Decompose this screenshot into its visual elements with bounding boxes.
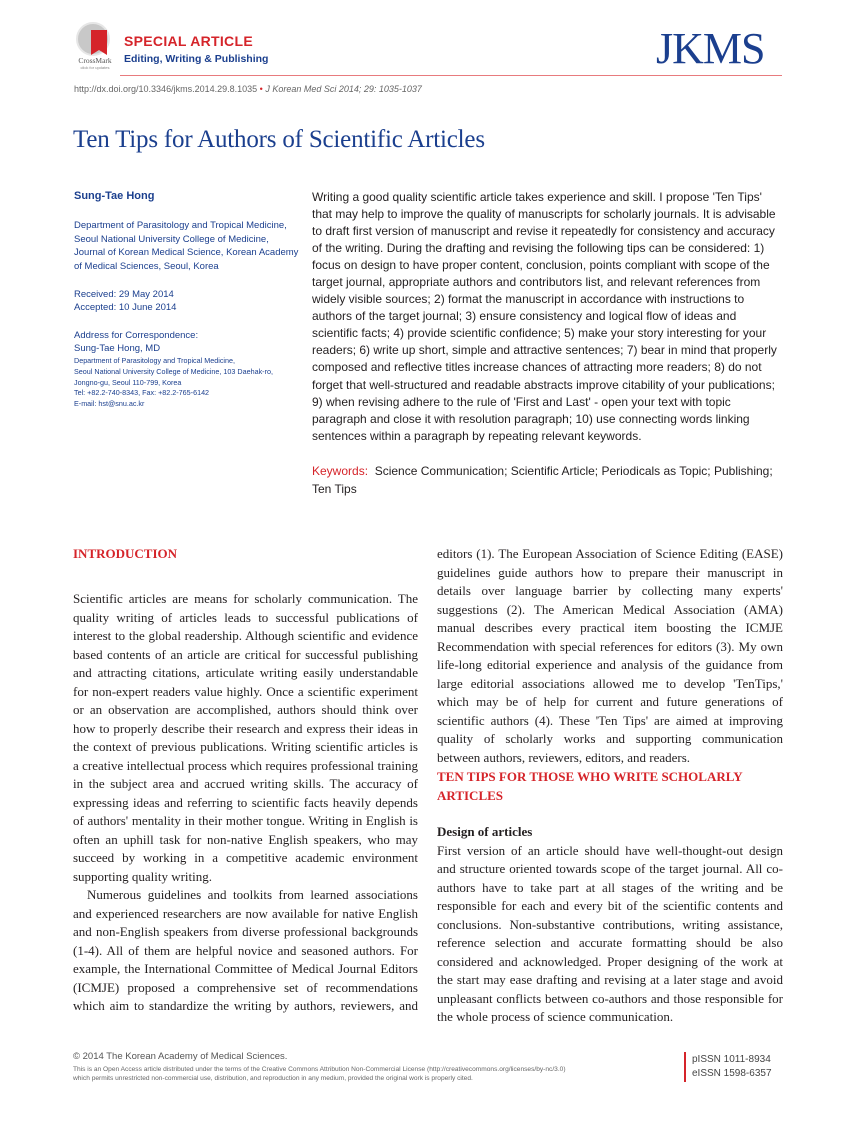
doi-line (74, 84, 422, 94)
pissn: pISSN 1011-8934 (692, 1054, 771, 1065)
eissn: eISSN 1598-6357 (692, 1068, 772, 1079)
correspondence-address (74, 356, 296, 410)
author-name: Sung-Tae Hong (74, 190, 155, 202)
correspondence-label: Address for Correspondence: (74, 330, 199, 341)
article-type: SPECIAL ARTICLE (124, 33, 253, 49)
keywords (312, 463, 782, 498)
email-link[interactable]: E-mail: hst@snu.ac.kr (74, 399, 145, 409)
footer-divider (684, 1052, 686, 1082)
keywords-label: Keywords: (312, 464, 369, 478)
journal-logo: JKMS (656, 24, 765, 73)
crossmark-label: CrossMark (78, 56, 112, 65)
address-line: Seoul National University College of Medicine, 103 Daehak-ro, (74, 366, 273, 376)
tips-heading-line: ARTICLES (437, 787, 504, 803)
tips-heading (437, 768, 783, 805)
doi-link[interactable]: http://dx.doi.org/10.3346/jkms.2014.29.8.1035 (74, 84, 258, 94)
design-heading: Design of articles (437, 824, 533, 839)
correspondence-name: Sung-Tae Hong, MD (74, 343, 161, 354)
affiliation-line: Seoul National University College of Medicine, (74, 233, 269, 245)
body-right-column (437, 545, 783, 767)
crossmark-sub: click for updates (80, 65, 110, 70)
accepted-date: Accepted: 10 June 2014 (74, 302, 177, 313)
abstract: Writing a good quality scientific article takes experience and skill. I propose 'Ten Tips' that may help to improve the quality of manuscripts for scholarly journals. It is advisable to draft first version of manuscript and revise it repeatedly for consistency and accuracy of the writing. During the drafting and revising the following tips can be considered: 1) focus on design to have proper content, conclusion, points compliant with scope of the target journal, appropriate authors and contributors list, and relevant references from widely visible sources; 2) format the manuscript in accordance with instructions to authors of the target journal; 3) ensure consistency and logical flow of ideas and scientific facts; 4) provide scientific confidence; 5) make your story interesting for your readers; 6) write up short, simple and attractive sentences; 7) bear in mind that properly composed and reflective titles increase chances of attracting more readers; 8) do not forget that well-structured and readable abstracts improve citability of your publications; 9) when revising adhere to the rule of 'First and Last' - open your text with topic paragraph and close it with resolution paragraph; 10) use connecting words linking sentences within a paragraph by repeating relevant keywords. (312, 190, 777, 443)
license-line: This is an Open Access article distributed under the terms of the Creative Commons Attribution Non-Commercial License (http://creativecommons.org/licenses/by-nc/3.0) (73, 1066, 566, 1073)
issn-block (692, 1053, 772, 1081)
paragraph: Numerous guidelines and toolkits from learned associations and experienced researchers are now available for native English and non-English speakers from diverse professional backgrounds (1-4). All of them are helpful novice and seasoned authors. For example, the International Committee of Medical Journal Editors (ICMJE) proposed a comprehensive set of recommendations which aim to standardize the writing by authors, reviewers, and (73, 887, 418, 1013)
paragraph: First version of an article should have well-thought-out design and structure oriented towards scope of the target journal. All co-authors have to take part at all stages of the writing and be responsible for each and every bit of the scientific contents and conclusions. Non-substantive contributions, writing assistance, reference selection and accurate formatting should be also considered and acknowledged. Proper designing of the work at the start may ease drafting and revising at a later stage and avoid unpleasant conflicts between co-authors and those responsible for the whole process of science communication. (437, 842, 783, 1024)
crossmark-icon (76, 22, 110, 56)
license-text (73, 1065, 683, 1084)
intro-heading: INTRODUCTION (73, 546, 178, 561)
crossmark-logo[interactable] (72, 22, 116, 70)
design-section (437, 823, 783, 1027)
body-left-column (73, 590, 418, 1016)
address-line: Jongno-gu, Seoul 110-799, Korea (74, 377, 182, 387)
correspondence-header (74, 329, 299, 355)
paragraph-continued: editors (1). The European Association of Science Editing (EASE) guidelines guide authors how to prepare their manuscript in details over language barrier by collecting many experts' suggestions (2). The American Medical Association (AMA) manual describes every practical item boosting the ICMJE Recommendation with special references for editors (3). My own life-long editorial experience and analysis of the guidance from large editorial associations allowed me to develop 'TenTips,' which may be of help for current and future generations of scientific authors (4). These 'Ten Tips' are aimed at improving quality of scholarly works and supporting communication between authors, reviewers, editors, and readers. (437, 546, 783, 765)
received-date: Received: 29 May 2014 (74, 289, 174, 300)
article-section: Editing, Writing & Publishing (124, 53, 269, 65)
license-line: which permits unrestricted non-commercial use, distribution, and reproduction in any medium, provided the original work is properly cited. (73, 1075, 473, 1083)
tips-heading-line: TEN TIPS FOR THOSE WHO WRITE SCHOLARLY (437, 769, 743, 784)
address-line: Tel: +82.2-740-8343, Fax: +82.2-765-6142 (74, 388, 210, 398)
header-divider (120, 75, 782, 76)
author-affiliation (74, 219, 299, 273)
doi-separator: • (259, 84, 263, 94)
affiliation-line: Journal of Korean Medical Science, Korean Academy (74, 247, 299, 259)
affiliation-line: of Medical Sciences, Seoul, Korea (74, 260, 219, 272)
page-title: Ten Tips for Authors of Scientific Articles (73, 126, 485, 153)
copyright: © 2014 The Korean Academy of Medical Sciences. (73, 1051, 288, 1062)
address-line: Department of Parasitology and Tropical Medicine, (74, 356, 236, 365)
citation: J Korean Med Sci 2014; 29: 1035-1037 (265, 84, 422, 94)
keywords-text: Science Communication; Scientific Article; Periodicals as Topic; Publishing; Ten Tips (312, 464, 773, 496)
affiliation-line: Department of Parasitology and Tropical Medicine, (74, 220, 287, 231)
paragraph: Scientific articles are means for scholarly communication. The quality writing of articles leads to successful publications of interest to the global readership. Although scientific and evidence based contents of an article are critical for successful publishing and attracting citations, articulate writing easily understandable for non-expert readers value highly. Once a scientific experiment or an observation are accomplished, authors should think over how to properly describe their research and express their ideas in the context of previous publications. Writing scientific articles is a creative intellectual process which requires professional training in the subject area and accrued writing skills. The accuracy of expressing ideas and referring to scientific facts heavily depends of authors' mentality in their mother tongue. Writing in English is often an uphill task for non-native English speakers, who may succeed by working in a competitive academic environment supporting quality writing. (73, 591, 418, 884)
article-dates (74, 288, 299, 314)
